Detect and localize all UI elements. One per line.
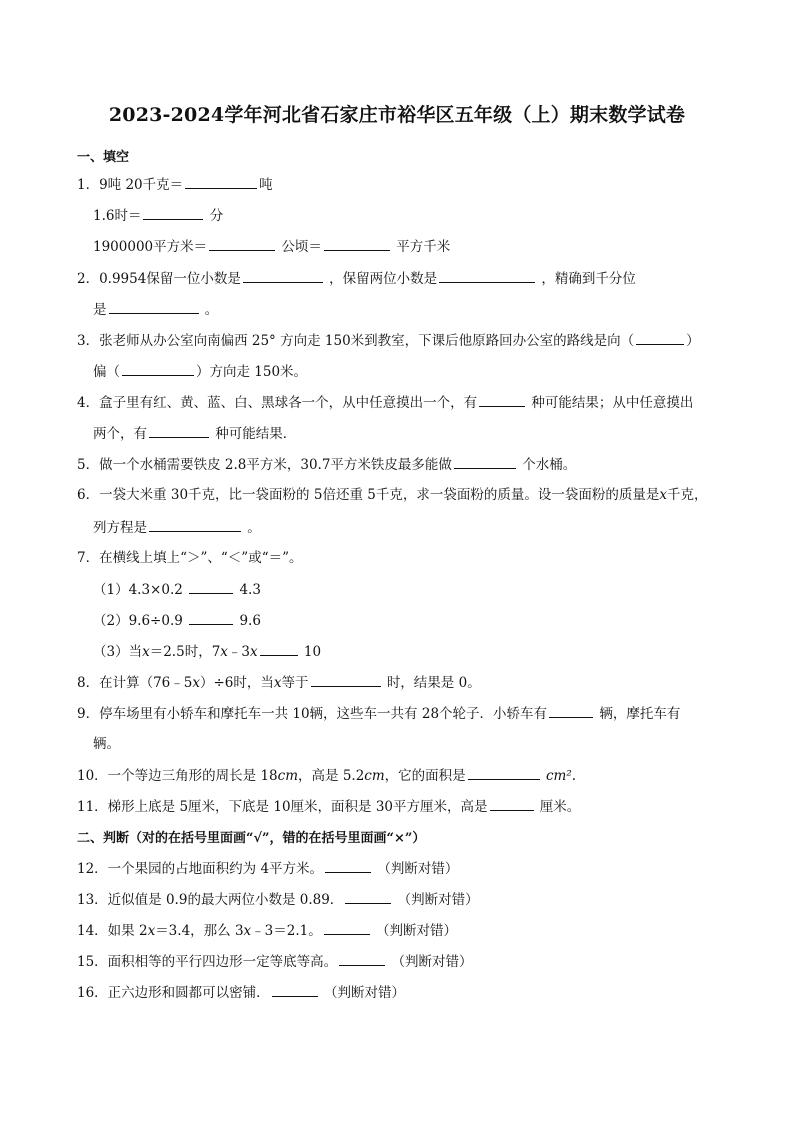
answer-blank[interactable] (149, 423, 209, 438)
question-8: 8．在计算（76﹣5x）÷6时，当x等于 时，结果是 0。 (77, 672, 481, 693)
question-7-part-1: （1）4.3×0.2 4.3 (93, 579, 261, 600)
question-7-part-2: （2）9.6÷0.9 9.6 (93, 610, 261, 631)
answer-blank[interactable] (324, 236, 390, 251)
question-11: 11．梯形上底是 5厘米，下底是 10厘米，面积是 30平方厘米，高是 厘米。 (77, 796, 580, 817)
question-3-line-1: 3．张老师从办公室向南偏西 25° 方向走 150米到教室，下课后他原路回办公室的路线是向（ ） (77, 330, 700, 351)
answer-blank[interactable] (345, 889, 391, 904)
answer-blank[interactable] (189, 579, 233, 594)
answer-blank[interactable] (325, 858, 371, 873)
answer-blank[interactable] (311, 672, 381, 687)
question-7-part-3: （3）当x＝2.5时，7x﹣3x 10 (93, 641, 321, 662)
answer-blank[interactable] (260, 641, 298, 656)
question-9-line-2: 辆。 (93, 736, 120, 752)
answer-blank[interactable] (272, 982, 318, 997)
answer-blank[interactable] (189, 610, 233, 625)
question-6-line-2: 列方程是 。 (93, 517, 261, 538)
question-1-line-1: 1．9吨 20千克＝ 吨 (77, 174, 273, 195)
answer-blank[interactable] (549, 703, 593, 718)
question-1-line-3: 1900000平方米＝ 公顷＝ 平方千米 (93, 236, 450, 257)
question-15: 15．面积相等的平行四边形一定等底等高。 （判断对错） (77, 951, 472, 972)
answer-blank[interactable] (122, 361, 194, 376)
question-2-line-1: 2．0.9954保留一位小数是 ，保留两位小数是 ，精确到千分位 (77, 268, 636, 289)
question-3-line-2: 偏（ ）方向走 150米。 (93, 361, 307, 382)
question-1-line-2: 1.6时＝ 分 (93, 205, 223, 226)
question-13: 13．近似值是 0.9的最大两位小数是 0.89． （判断对错） (77, 889, 479, 910)
question-12: 12．一个果园的占地面积约为 4平方米。 （判断对错） (77, 858, 458, 879)
question-4-line-2: 两个，有 种可能结果． (93, 423, 296, 444)
question-14: 14．如果 2x＝3.4，那么 3x﹣3＝2.1。 （判断对错） (77, 920, 457, 941)
question-2-line-2: 是 。 (93, 299, 218, 320)
answer-blank[interactable] (468, 765, 540, 780)
answer-blank[interactable] (324, 920, 370, 935)
page-title: 2023-2024学年河北省石家庄市裕华区五年级（上）期末数学试卷 (108, 104, 686, 126)
answer-blank[interactable] (339, 951, 385, 966)
question-6-line-1: 6．一袋大米重 30千克，比一袋面粉的 5倍还重 5千克，求一袋面粉的质量。设一袋面粉的质量是x千克， (77, 487, 708, 503)
question-4-line-1: 4．盒子里有红、黄、蓝、白、黑球各一个，从中任意摸出一个，有 种可能结果；从中任意摸出 (77, 392, 693, 413)
answer-blank[interactable] (636, 330, 684, 345)
question-5: 5．做一个水桶需要铁皮 2.8平方米，30.7平方米铁皮最多能做 个水桶。 (77, 454, 576, 475)
answer-blank[interactable] (109, 299, 199, 314)
answer-blank[interactable] (243, 268, 323, 283)
answer-blank[interactable] (439, 268, 535, 283)
answer-blank[interactable] (209, 236, 275, 251)
question-7: 7．在横线上填上“＞”、“＜”或“＝”。 (77, 550, 303, 566)
answer-blank[interactable] (143, 205, 203, 220)
question-16: 16．正六边形和圆都可以密铺． （判断对错） (77, 982, 405, 1003)
answer-blank[interactable] (479, 392, 525, 407)
section-true-false-heading: 二、判断（对的在括号里面画“√”，错的在括号里面画“×”） (77, 831, 426, 846)
answer-blank[interactable] (454, 454, 516, 469)
answer-blank[interactable] (185, 174, 257, 189)
question-9-line-1: 9．停车场里有小轿车和摩托车一共 10辆，这些车一共有 28个轮子．小轿车有 辆，摩托车有 (77, 703, 680, 724)
answer-blank[interactable] (149, 517, 241, 532)
answer-blank[interactable] (490, 796, 534, 811)
question-10: 10．一个等边三角形的周长是 18cm，高是 5.2cm，它的面积是 cm². (77, 765, 576, 786)
section-fill-blank-heading: 一、填空 (77, 150, 130, 165)
